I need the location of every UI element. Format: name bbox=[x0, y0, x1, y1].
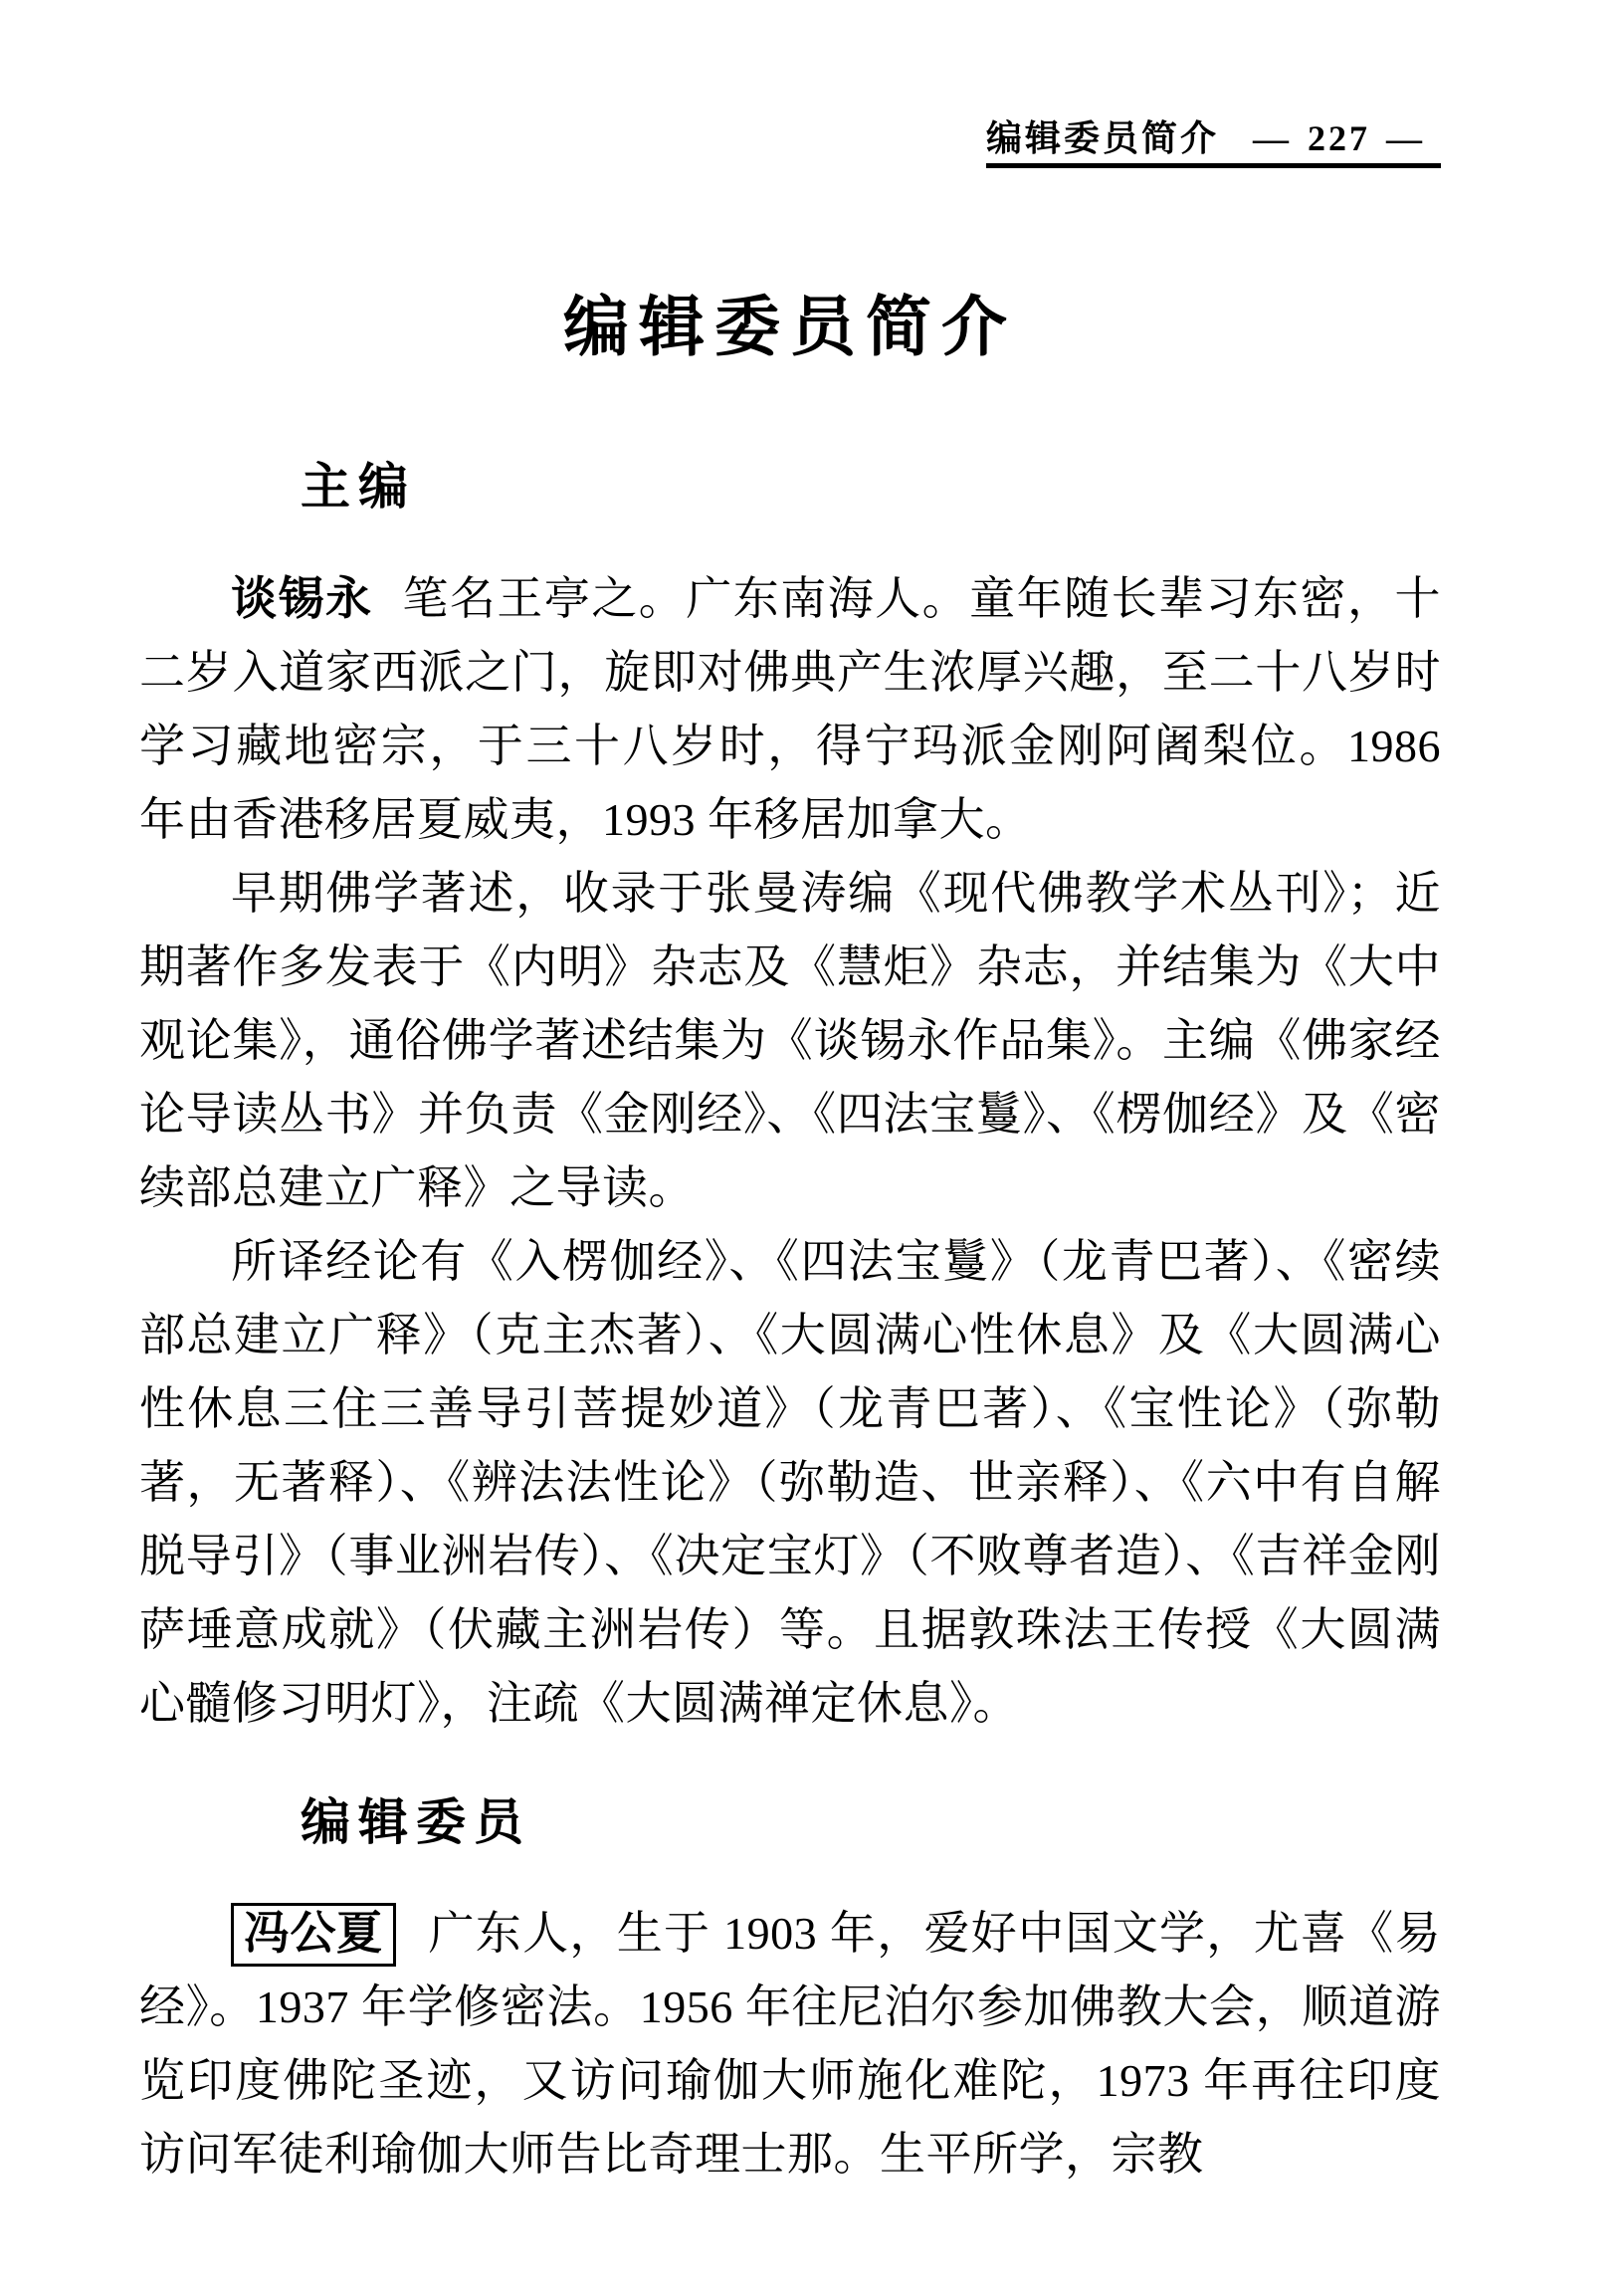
paragraph bbox=[139, 562, 1441, 857]
header-dash-right: — bbox=[1386, 118, 1425, 158]
paragraph-text: 笔名王亭之。广东南海人。童年随长辈习东密，十二岁入道家西派之门，旋即对佛典产生浓厚兴趣，至二十八岁时学习藏地密宗，于三十八岁时，得宁玛派金刚阿阇梨位。1986 年由香港移居夏威夷，1993 年移居加拿大。 bbox=[139, 572, 1442, 845]
page-number: 227 bbox=[1308, 118, 1370, 158]
section-heading-editorial-committee: 编辑委员 bbox=[301, 1793, 531, 1850]
paragraph bbox=[139, 1897, 1441, 2191]
paragraph-text: 早期佛学著述，收录于张曼涛编《现代佛教学术丛刊》；近期著作多发表于《内明》杂志及《慧炬》杂志，并结集为《大中观论集》，通俗佛学著述结集为《谈锡永作品集》。主编《佛家经论导读丛书》并负责《金刚经》、《四法宝鬘》、《楞伽经》及《密续部总建立广释》之导读。 bbox=[139, 867, 1441, 1213]
paragraph-text: 广东人，生于 1903 年，爱好中国文学，尤喜《易经》。1937 年学修密法。1956 年往尼泊尔参加佛教大会，顺道游览印度佛陀圣迹，又访问瑜伽大师施化难陀，1973 年再往印度访问军徒利瑜伽大师告比奇理士那。生平所学，宗教 bbox=[139, 1908, 1441, 2180]
header-dash-left: — bbox=[1253, 118, 1292, 158]
paragraph bbox=[139, 1225, 1441, 1741]
editor-name: 谈锡永 bbox=[231, 572, 373, 624]
chief-editor-section-body bbox=[139, 562, 1441, 1741]
running-header bbox=[986, 115, 1441, 168]
editorial-committee-section-body bbox=[139, 1897, 1441, 2191]
running-title: 编辑委员简介 bbox=[985, 118, 1219, 158]
section-heading-chief-editor: 主编 bbox=[301, 459, 416, 515]
page-header bbox=[139, 115, 1441, 168]
committee-member-name-boxed: 冯公夏 bbox=[231, 1903, 396, 1967]
paragraph bbox=[139, 857, 1441, 1225]
paragraph-text: 所译经论有《入楞伽经》、《四法宝鬘》（龙青巴著）、《密续部总建立广释》（克主杰著）、《大圆满心性休息》及《大圆满心性休息三住三善导引菩提妙道》（龙青巴著）、《宝性论》（弥勒著，无著释）、《辨法法性论》（弥勒造、世亲释）、《六中有自解脱导引》（事业洲岩传）、《决定宝灯》（不败尊者造）、《吉祥金刚萨埵意成就》（伏藏主洲岩传）等。且据敦珠法王传授《大圆满心髓修习明灯》，注疏《大圆满禅定休息》。 bbox=[139, 1235, 1441, 1729]
chapter-title: 编辑委员简介 bbox=[563, 289, 1017, 365]
